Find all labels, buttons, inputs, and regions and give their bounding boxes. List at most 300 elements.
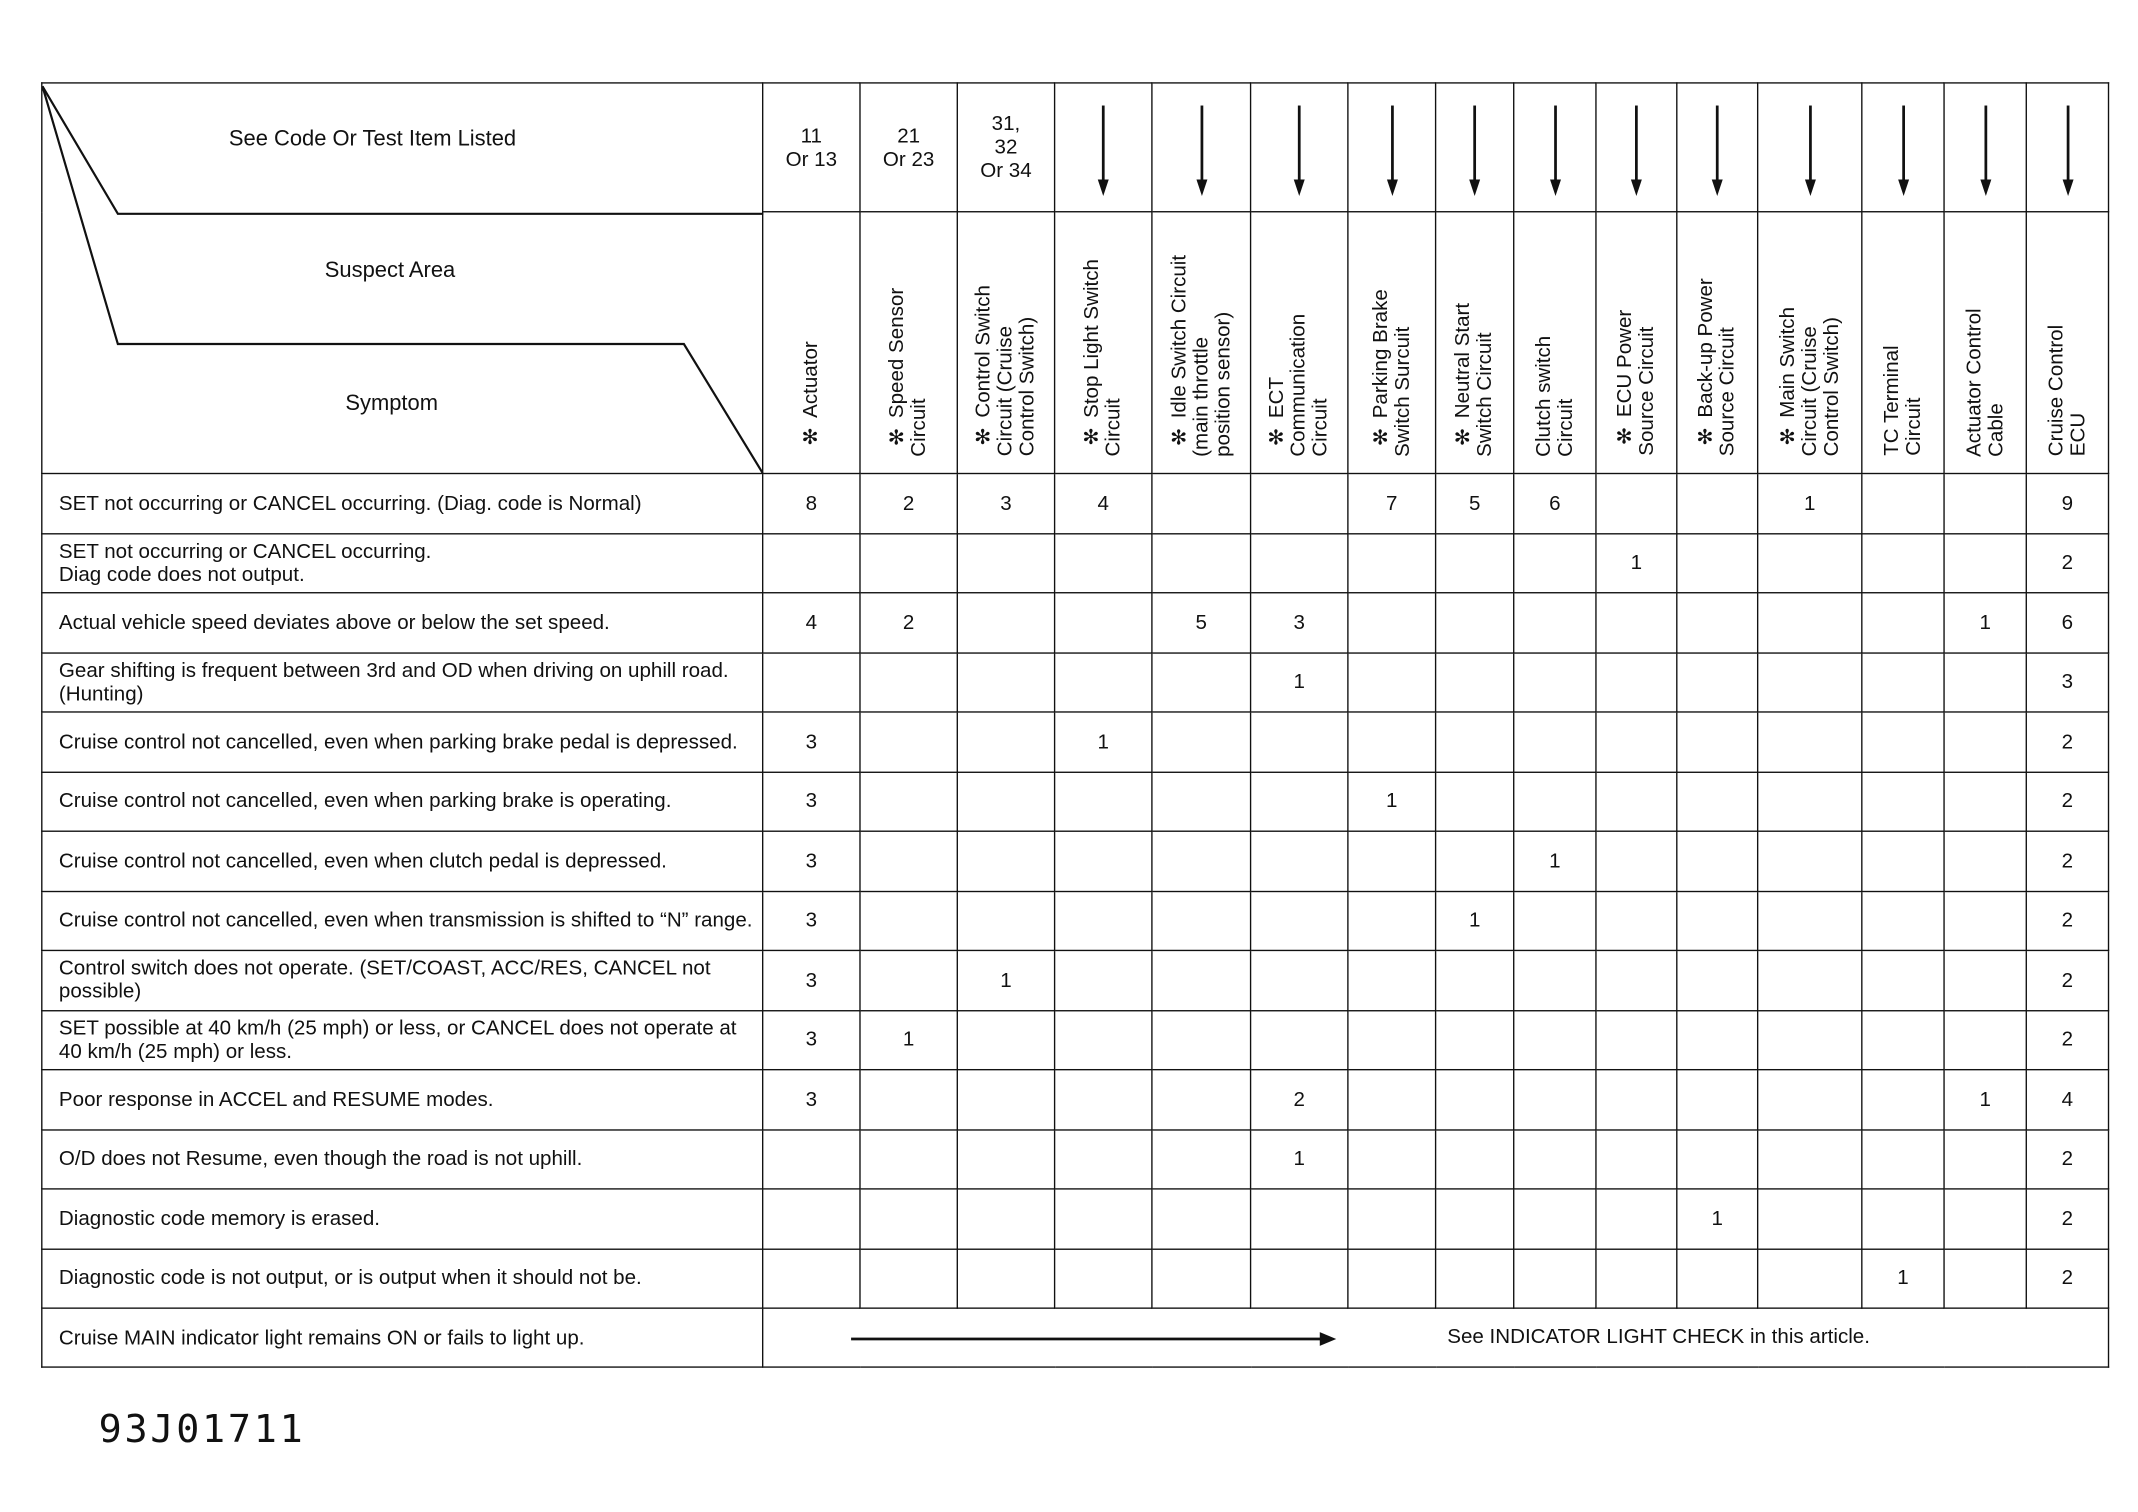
priority-cell (957, 1070, 1054, 1130)
priority-cell (1514, 593, 1596, 653)
priority-cell (1055, 1249, 1152, 1309)
priority-cell (1514, 533, 1596, 593)
priority-cell (1251, 1010, 1348, 1070)
priority-cell: 2 (2026, 772, 2108, 832)
code-header-cell (1514, 83, 1596, 212)
priority-cell: 9 (2026, 474, 2108, 534)
header-corner-cell (42, 83, 763, 474)
priority-cell: 3 (763, 831, 860, 891)
priority-cell (1677, 474, 1758, 534)
priority-cell (957, 593, 1054, 653)
arrow-down-icon (1677, 84, 1756, 211)
priority-cell: 2 (860, 593, 957, 653)
priority-cell: 3 (763, 950, 860, 1010)
arrow-down-icon (1251, 84, 1347, 211)
suspect-area-text (1533, 335, 1577, 456)
priority-cell (1596, 1010, 1677, 1070)
symptom-cell: SET not occurring or CANCEL occurring. Diag code does not output. (42, 533, 763, 593)
priority-cell (1862, 1070, 1944, 1130)
suspect-area-label: Stop Light Switch Circuit (1079, 258, 1126, 457)
priority-cell: 1 (1251, 652, 1348, 712)
priority-cell (1055, 891, 1152, 951)
priority-cell (1677, 652, 1758, 712)
priority-cell (860, 1070, 957, 1130)
suspect-area-text (1168, 254, 1234, 456)
asterisk-icon: ✻ (1613, 423, 1637, 449)
priority-cell (1514, 652, 1596, 712)
priority-cell: 4 (2026, 1070, 2108, 1130)
priority-cell: 5 (1436, 474, 1514, 534)
priority-cell (1677, 712, 1758, 772)
priority-cell (1436, 712, 1514, 772)
priority-cell (1862, 533, 1944, 593)
symptom-cell: Cruise control not cancelled, even when transmission is shifted to “N” range. (42, 891, 763, 951)
priority-cell (1596, 474, 1677, 534)
priority-cell (957, 891, 1054, 951)
priority-cell (1758, 1189, 1862, 1249)
priority-cell (1055, 831, 1152, 891)
priority-cell (957, 1010, 1054, 1070)
priority-cell (1677, 891, 1758, 951)
suspect-area-label: Idle Switch Circuit (main throttle position sensor) (1166, 254, 1235, 457)
table-row (42, 1189, 2109, 1249)
suspect-area-header (1514, 212, 1596, 474)
priority-cell (1596, 772, 1677, 832)
priority-cell (1436, 831, 1514, 891)
priority-cell (1251, 712, 1348, 772)
code-header-cell (1055, 83, 1152, 212)
priority-cell (1758, 1129, 1862, 1189)
priority-cell: 2 (2026, 1010, 2108, 1070)
suspect-area-label: Main Switch Circuit (Cruise Control Switch) (1775, 306, 1843, 457)
priority-cell (763, 1249, 860, 1309)
code-header-cell: 21 Or 23 (860, 83, 957, 212)
priority-cell: 1 (860, 1010, 957, 1070)
suspect-area-label: Control Switch Circuit (Cruise Control Switch) (971, 285, 1039, 457)
indicator-note: See INDICATOR LIGHT CHECK in this article. (1447, 1325, 1870, 1349)
priority-cell (1436, 533, 1514, 593)
priority-cell (1862, 1010, 1944, 1070)
symptom-cell: Cruise control not cancelled, even when parking brake is operating. (42, 772, 763, 832)
suspect-area-header (860, 212, 957, 474)
suspect-area-header (2026, 212, 2108, 474)
suspect-area-label: Back-up Power Source Circuit (1693, 278, 1740, 457)
suspect-area-label: Actuator Control Cable (1961, 307, 2008, 457)
priority-cell (1251, 1189, 1348, 1249)
suspect-area-label: Suspect Area (324, 259, 456, 283)
code-header-cell: 11 Or 13 (763, 83, 860, 212)
priority-cell (1944, 1189, 2026, 1249)
suspect-area-header (763, 212, 860, 474)
priority-cell (1758, 772, 1862, 832)
table-row (42, 950, 2109, 1010)
priority-cell (1152, 1070, 1251, 1130)
priority-cell (1348, 1010, 1436, 1070)
priority-cell (1944, 1010, 2026, 1070)
suspect-area-header (1152, 212, 1251, 474)
priority-cell (763, 652, 860, 712)
priority-cell (957, 1249, 1054, 1309)
priority-cell: 3 (1251, 593, 1348, 653)
code-header-cell (1152, 83, 1251, 212)
code-header-cell (1348, 83, 1436, 212)
priority-cell (1152, 1249, 1251, 1309)
priority-cell: 3 (763, 772, 860, 832)
priority-cell (1436, 1070, 1514, 1130)
priority-cell (860, 533, 957, 593)
priority-cell (1596, 1070, 1677, 1130)
code-header-cell (1436, 83, 1514, 212)
suspect-area-label: Neutral Start Switch Circuit (1451, 302, 1497, 457)
priority-cell (860, 891, 957, 951)
priority-cell (1677, 831, 1758, 891)
priority-cell (1862, 1129, 1944, 1189)
suspect-area-text (1266, 314, 1332, 457)
table-row (42, 652, 2109, 712)
symptom-cell: Gear shifting is frequent between 3rd and OD when driving on uphill road. (Hunting) (42, 652, 763, 712)
code-header-cell (1596, 83, 1677, 212)
symptom-cell: Diagnostic code memory is erased. (42, 1189, 763, 1249)
suspect-area-label: Clutch switch Circuit (1531, 335, 1577, 457)
priority-cell: 7 (1348, 474, 1436, 534)
priority-cell (763, 1129, 860, 1189)
priority-cell (957, 533, 1054, 593)
priority-cell (1251, 1249, 1348, 1309)
priority-cell: 2 (2026, 891, 2108, 951)
priority-cell (1055, 1010, 1152, 1070)
arrow-down-icon (1863, 84, 1944, 211)
priority-cell: 2 (1251, 1070, 1348, 1130)
priority-cell: 2 (2026, 533, 2108, 593)
priority-cell (1055, 533, 1152, 593)
priority-cell (1152, 474, 1251, 534)
code-header-cell: 31, 32 Or 34 (957, 83, 1054, 212)
priority-cell (1862, 950, 1944, 1010)
table-row (42, 533, 2109, 593)
arrow-down-icon (1597, 84, 1676, 211)
suspect-area-text (800, 341, 822, 456)
priority-cell (1514, 1189, 1596, 1249)
priority-cell: 1 (957, 950, 1054, 1010)
suspect-area-text (1370, 289, 1414, 457)
priority-cell: 1 (1514, 831, 1596, 891)
priority-cell: 1 (1251, 1129, 1348, 1189)
priority-cell (1152, 772, 1251, 832)
suspect-area-header (1436, 212, 1514, 474)
indicator-note-cell (763, 1308, 2109, 1367)
priority-cell (1514, 1129, 1596, 1189)
suspect-area-header (1055, 212, 1152, 474)
priority-cell (1677, 593, 1758, 653)
code-header-cell (1677, 83, 1758, 212)
symptom-cell: Actual vehicle speed deviates above or below the set speed. (42, 593, 763, 653)
arrow-down-icon (1514, 84, 1595, 211)
suspect-area-text (1081, 259, 1125, 456)
priority-cell: 2 (2026, 950, 2108, 1010)
priority-cell: 1 (1944, 1070, 2026, 1130)
symptom-cell: Poor response in ACCEL and RESUME modes. (42, 1070, 763, 1130)
priority-cell (860, 712, 957, 772)
priority-cell (957, 1129, 1054, 1189)
arrow-down-icon (1436, 84, 1513, 211)
see-code-label: See Code Or Test Item Listed (228, 127, 517, 151)
priority-cell (1152, 652, 1251, 712)
priority-cell (1862, 831, 1944, 891)
priority-cell (1514, 772, 1596, 832)
symptom-label: Symptom (345, 391, 438, 416)
suspect-area-label: ECT Communication Circuit (1264, 313, 1333, 457)
suspect-area-header (1596, 212, 1677, 474)
priority-cell: 2 (860, 474, 957, 534)
priority-cell (1514, 1249, 1596, 1309)
priority-cell (1436, 1189, 1514, 1249)
priority-cell (860, 652, 957, 712)
suspect-area-text (973, 285, 1039, 456)
suspect-area-label: ECU Power Source Circuit (1613, 310, 1659, 457)
table-row (42, 474, 2109, 534)
priority-cell (1348, 652, 1436, 712)
table-row (42, 772, 2109, 832)
asterisk-icon: ✻ (799, 423, 823, 449)
priority-cell: 3 (957, 474, 1054, 534)
code-header-cell (1862, 83, 1944, 212)
priority-cell: 1 (1862, 1249, 1944, 1309)
asterisk-icon: ✻ (885, 423, 909, 449)
priority-cell (957, 652, 1054, 712)
table-row (42, 1249, 2109, 1309)
priority-cell: 1 (1436, 891, 1514, 951)
priority-cell (860, 831, 957, 891)
asterisk-icon: ✻ (971, 423, 995, 449)
suspect-area-text (1614, 310, 1658, 456)
priority-cell (1862, 593, 1944, 653)
priority-cell (1152, 891, 1251, 951)
suspect-area-header (1251, 212, 1348, 474)
priority-cell (1862, 474, 1944, 534)
priority-cell (1348, 1189, 1436, 1249)
priority-cell (763, 1189, 860, 1249)
priority-cell (1758, 1010, 1862, 1070)
priority-cell (1152, 1010, 1251, 1070)
suspect-area-text (1881, 346, 1925, 456)
suspect-area-header (1348, 212, 1436, 474)
priority-cell (1514, 1010, 1596, 1070)
arrow-down-icon (1055, 84, 1151, 211)
priority-cell: 1 (1944, 593, 2026, 653)
priority-cell (1348, 831, 1436, 891)
suspect-area-label: Cruise Control ECU (2044, 324, 2090, 457)
arrow-down-icon (1153, 84, 1250, 211)
priority-cell (1436, 1129, 1514, 1189)
priority-cell (1055, 950, 1152, 1010)
table-row-indicator (42, 1308, 2109, 1367)
priority-cell (860, 1249, 957, 1309)
code-header-cell (2026, 83, 2108, 212)
priority-cell (1152, 831, 1251, 891)
priority-cell (1944, 772, 2026, 832)
priority-cell (1436, 950, 1514, 1010)
priority-cell: 1 (1348, 772, 1436, 832)
priority-cell (1251, 772, 1348, 832)
suspect-area-text (887, 287, 931, 456)
suspect-area-header (1677, 212, 1758, 474)
priority-cell (1758, 533, 1862, 593)
priority-cell (1596, 950, 1677, 1010)
table-row (42, 1010, 2109, 1070)
priority-cell (763, 533, 860, 593)
code-header-cell (1758, 83, 1862, 212)
priority-cell (1348, 1129, 1436, 1189)
priority-cell (1055, 652, 1152, 712)
priority-cell (1348, 950, 1436, 1010)
priority-cell (1514, 1070, 1596, 1130)
suspect-area-header (1862, 212, 1944, 474)
symptom-cell: Cruise control not cancelled, even when clutch pedal is depressed. (42, 831, 763, 891)
priority-cell (1758, 891, 1862, 951)
priority-cell (1758, 652, 1862, 712)
suspect-area-header (1758, 212, 1862, 474)
priority-cell (1677, 533, 1758, 593)
priority-cell (1944, 950, 2026, 1010)
priority-cell: 1 (1055, 712, 1152, 772)
priority-cell (1596, 1189, 1677, 1249)
arrow-down-icon (2027, 84, 2108, 211)
asterisk-icon: ✻ (1368, 423, 1392, 449)
symptom-cell: SET not occurring or CANCEL occurring. (Diag. code is Normal) (42, 474, 763, 534)
priority-cell (1862, 772, 1944, 832)
priority-cell (1436, 1010, 1514, 1070)
suspect-area-text (1963, 308, 2007, 457)
priority-cell (860, 1189, 957, 1249)
asterisk-icon: ✻ (1451, 423, 1475, 449)
priority-cell (1348, 1070, 1436, 1130)
priority-cell: 2 (2026, 1129, 2108, 1189)
priority-cell: 1 (1758, 474, 1862, 534)
asterisk-icon: ✻ (1079, 423, 1104, 449)
priority-cell (1944, 891, 2026, 951)
arrow-down-icon (1758, 84, 1861, 211)
priority-cell (1436, 593, 1514, 653)
priority-cell (1944, 831, 2026, 891)
priority-cell: 3 (763, 712, 860, 772)
symptom-cell: Cruise MAIN indicator light remains ON or fails to light up. (42, 1308, 763, 1367)
arrow-right-icon (851, 1338, 1331, 1341)
priority-cell (957, 831, 1054, 891)
priority-cell (1677, 1070, 1758, 1130)
priority-cell (1758, 1070, 1862, 1130)
asterisk-icon: ✻ (1775, 423, 1799, 449)
priority-cell (1348, 1249, 1436, 1309)
priority-cell (1514, 950, 1596, 1010)
priority-cell (1055, 1129, 1152, 1189)
priority-cell (1348, 593, 1436, 653)
priority-cell (1055, 593, 1152, 653)
priority-cell (1514, 891, 1596, 951)
priority-cell (1251, 831, 1348, 891)
symptom-cell: Control switch does not operate. (SET/COAST, ACC/RES, CANCEL not possible) (42, 950, 763, 1010)
priority-cell (1596, 831, 1677, 891)
priority-cell (1862, 891, 1944, 951)
priority-cell: 8 (763, 474, 860, 534)
priority-cell (1758, 1249, 1862, 1309)
priority-cell (1758, 712, 1862, 772)
priority-cell (1944, 652, 2026, 712)
priority-cell (860, 950, 957, 1010)
priority-cell (1152, 950, 1251, 1010)
priority-cell (860, 1129, 957, 1189)
priority-cell (1514, 712, 1596, 772)
priority-cell (1758, 593, 1862, 653)
priority-cell (1677, 772, 1758, 832)
troubleshooting-table (41, 82, 2109, 1368)
priority-cell (1944, 533, 2026, 593)
table-row (42, 831, 2109, 891)
table-row (42, 891, 2109, 951)
asterisk-icon: ✻ (1693, 423, 1718, 449)
priority-cell: 5 (1152, 593, 1251, 653)
priority-cell: 6 (2026, 593, 2108, 653)
priority-cell: 3 (763, 1010, 860, 1070)
suspect-area-text (2045, 325, 2089, 456)
priority-cell: 2 (2026, 1189, 2108, 1249)
symptom-cell: SET possible at 40 km/h (25 mph) or less, or CANCEL does not operate at 40 km/h (25 mph) or less. (42, 1010, 763, 1070)
priority-cell (1436, 1249, 1514, 1309)
priority-cell (1152, 1129, 1251, 1189)
priority-cell: 3 (2026, 652, 2108, 712)
symptom-cell: Cruise control not cancelled, even when parking brake pedal is depressed. (42, 712, 763, 772)
asterisk-icon: ✻ (1166, 423, 1191, 449)
suspect-area-label: Parking Brake Switch Surcuit (1368, 288, 1414, 457)
priority-cell (1862, 652, 1944, 712)
priority-cell (1251, 891, 1348, 951)
priority-cell (957, 712, 1054, 772)
priority-cell (1677, 1249, 1758, 1309)
priority-cell: 4 (1055, 474, 1152, 534)
priority-cell (1152, 1189, 1251, 1249)
priority-cell: 4 (763, 593, 860, 653)
figure-id: 93J01711 (98, 1406, 306, 1452)
suspect-area-label: Speed Sensor Circuit (885, 287, 931, 457)
priority-cell: 3 (763, 891, 860, 951)
priority-cell (1677, 950, 1758, 1010)
priority-cell (1758, 950, 1862, 1010)
priority-cell (1677, 1129, 1758, 1189)
priority-cell (860, 772, 957, 832)
priority-cell: 1 (1677, 1189, 1758, 1249)
priority-cell: 2 (2026, 1249, 2108, 1309)
priority-cell (1055, 1189, 1152, 1249)
priority-cell (1596, 1249, 1677, 1309)
table-row (42, 712, 2109, 772)
priority-cell: 6 (1514, 474, 1596, 534)
priority-cell (1055, 772, 1152, 832)
suspect-area-text (1777, 307, 1843, 456)
priority-cell (1596, 891, 1677, 951)
priority-cell (1152, 533, 1251, 593)
arrow-down-icon (1945, 84, 2026, 211)
priority-cell (1348, 712, 1436, 772)
priority-cell (1596, 652, 1677, 712)
priority-cell (1436, 652, 1514, 712)
priority-cell (1862, 1189, 1944, 1249)
priority-cell (1436, 772, 1514, 832)
table-row (42, 1129, 2109, 1189)
suspect-area-text (1695, 278, 1739, 456)
priority-cell (1944, 474, 2026, 534)
priority-cell (1862, 712, 1944, 772)
symptom-cell: Diagnostic code is not output, or is output when it should not be. (42, 1249, 763, 1309)
priority-cell: 2 (2026, 831, 2108, 891)
